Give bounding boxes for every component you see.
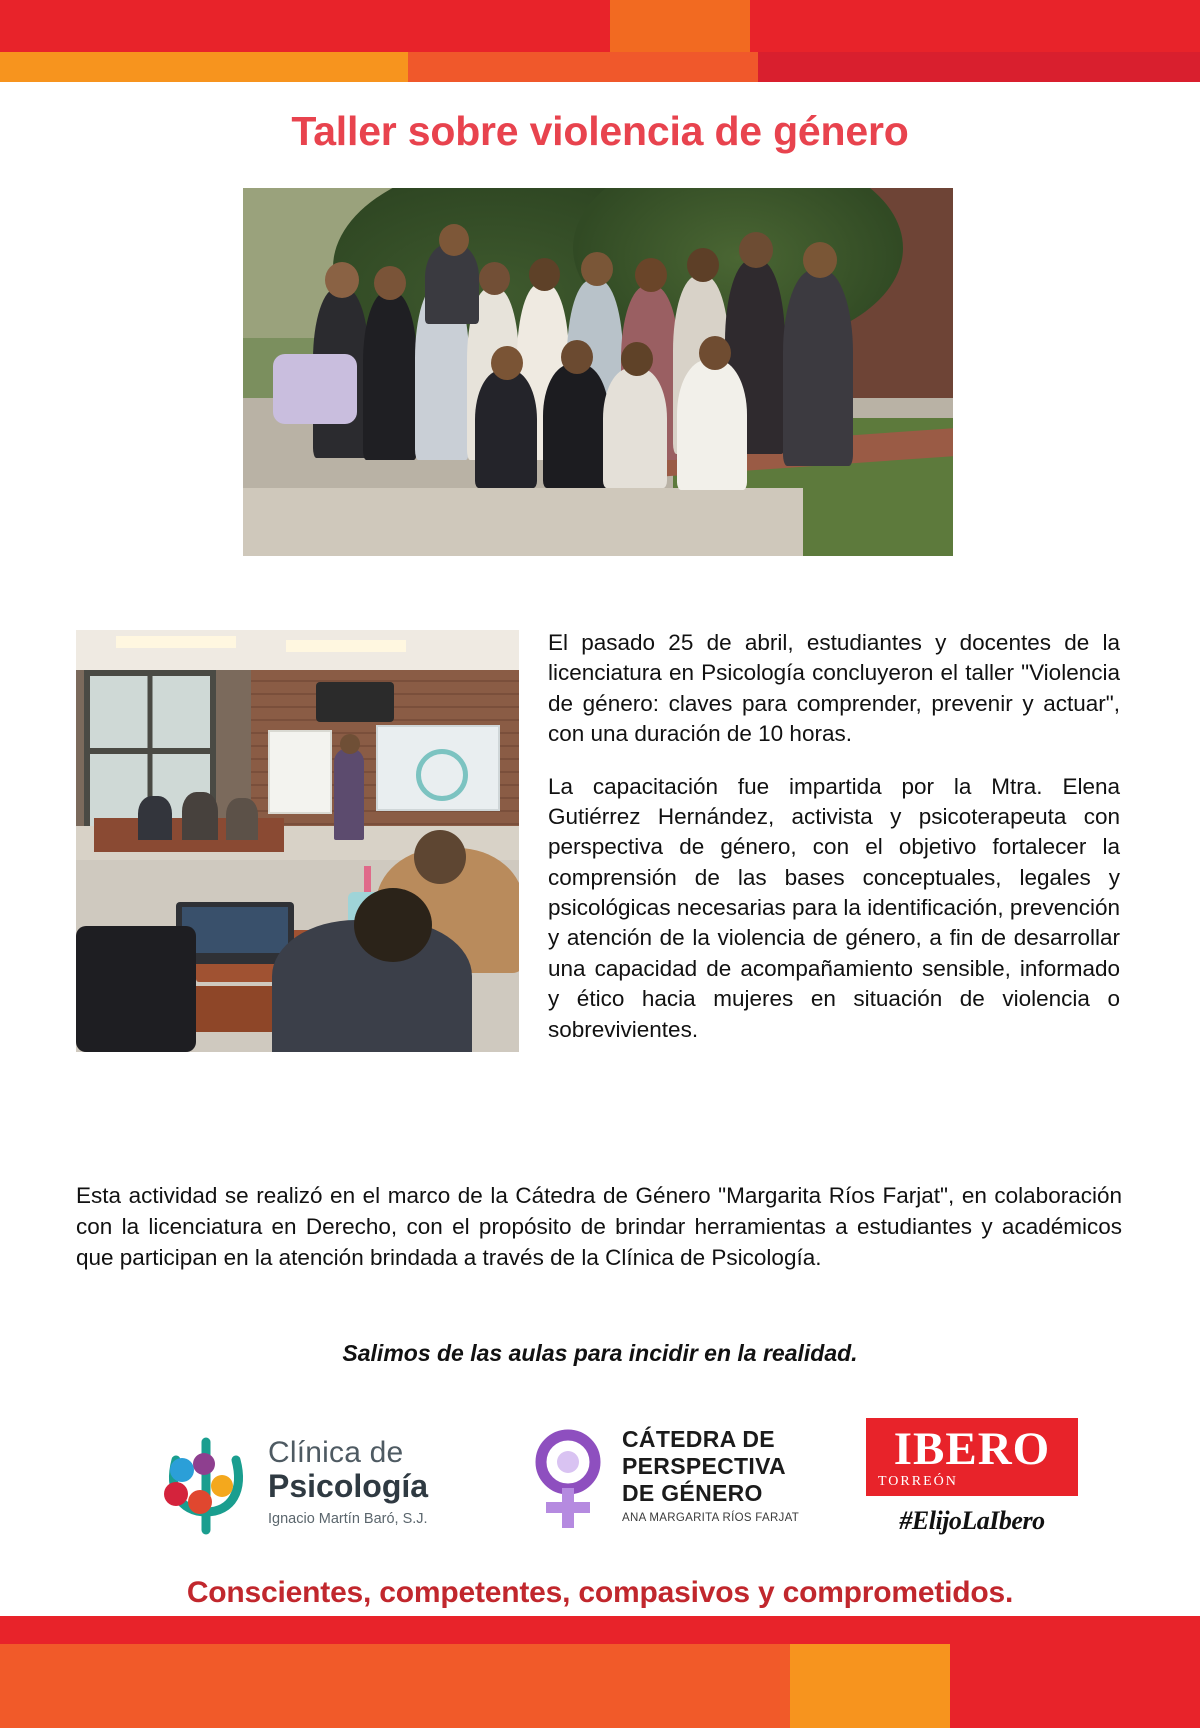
catedra-subtitle: ANA MARGARITA RÍOS FARJAT — [622, 1512, 800, 1525]
venus-symbol-icon — [524, 1428, 612, 1532]
psi-symbol-icon — [150, 1430, 262, 1542]
clinica-psicologia-logo — [150, 1422, 480, 1552]
paragraph-3: Esta actividad se realizó en el marco de la Cátedra de Género "Margarita Ríos Farjat", en colaboración con la licenciatura en Derecho, con el propósito de brindar herramientas a estudiantes y académicos que participan en la atención brindada a través de la Clínica de Psicología. — [76, 1183, 1122, 1271]
classroom-photo-scene — [76, 630, 519, 1052]
top-bar-dark-red — [750, 0, 1200, 52]
top-decorative-bars — [0, 0, 1200, 88]
person-figure — [543, 364, 609, 488]
tagline: Salimos de las aulas para incidir en la realidad. — [342, 1340, 858, 1366]
ceiling-light — [116, 636, 236, 648]
clinica-line-1: Clínica de — [268, 1436, 404, 1469]
seated-person — [182, 792, 218, 840]
bottom-bar-red-top — [0, 1616, 1200, 1644]
person-figure — [363, 292, 417, 460]
paragraph-1: El pasado 25 de abril, estudiantes y docentes de la licenciatura en Psicología concluyeron el taller "Violencia de género: claves para comprender, prevenir y actuar", con una duración de 10 horas. — [548, 630, 1120, 747]
clinica-line-3: Ignacio Martín Baró, S.J. — [268, 1511, 428, 1527]
photo-bag — [273, 354, 357, 424]
bottom-decorative-bars — [0, 1616, 1200, 1728]
ibero-hashtag: #ElijoLaIbero — [899, 1506, 1045, 1535]
catedra-logo-text — [622, 1426, 822, 1524]
projector — [316, 682, 394, 722]
seated-person — [226, 798, 258, 840]
ibero-wordmark — [866, 1418, 1078, 1496]
slide-diagram — [416, 749, 468, 801]
presenter-head — [340, 734, 360, 754]
ceiling-light — [286, 640, 406, 652]
person-figure — [603, 368, 667, 488]
page-title: Taller sobre violencia de género — [291, 108, 909, 154]
footer-slogan: Conscientes, competentes, compasivos y comprometidos. — [186, 1576, 1014, 1609]
catedra-line-1: CÁTEDRA DE — [622, 1426, 775, 1452]
ibero-logo — [866, 1418, 1096, 1553]
clinica-line-2: Psicología — [268, 1468, 429, 1504]
person-figure — [677, 360, 747, 490]
foreground-student-head — [354, 888, 432, 962]
person-head — [803, 242, 837, 278]
paragraph-2: La capacitación fue impartida por la Mtra. Elena Gutiérrez Hernández, activista y psicoterapeuta con perspectiva de género, con el objetivo fortalecer la comprensión de las bases conceptuales, legales y psicológicas necesarias para la identificación, prevención y atención de la violencia de género, a fin de desarrollar una capacidad de acompañamiento sensible, informado y ético hacia mujeres en situación de violencia o sobrevivientes. — [548, 773, 1120, 1042]
article-body-column — [548, 628, 1120, 1045]
person-head — [374, 266, 406, 300]
ibero-campus: TORREÓN — [878, 1474, 958, 1489]
top-bar-orange — [610, 0, 750, 52]
person-head — [439, 224, 469, 256]
group-photo — [243, 188, 953, 556]
bottom-bar-yellow — [790, 1644, 950, 1728]
person-head — [479, 262, 510, 295]
person-head — [635, 258, 667, 292]
office-chair — [76, 926, 196, 1052]
laptop-screen — [182, 907, 288, 953]
whiteboard — [268, 730, 332, 814]
second-bar-orange — [408, 52, 758, 82]
person-head — [621, 342, 653, 376]
photo-path — [243, 488, 803, 556]
person-head — [687, 248, 719, 282]
second-bar-yellow — [0, 52, 408, 82]
seated-person — [138, 796, 172, 840]
projection-screen — [376, 725, 500, 811]
person-figure — [783, 270, 853, 466]
bottom-bar-orange — [0, 1644, 790, 1728]
person-figure — [475, 370, 537, 488]
second-bar-crimson — [758, 52, 1200, 82]
ibero-word: IBERO — [893, 1423, 1051, 1475]
student-head — [414, 830, 466, 884]
classroom-photo — [76, 630, 519, 1052]
person-figure — [425, 244, 479, 324]
presenter-figure — [334, 748, 364, 840]
person-head — [699, 336, 731, 370]
clinica-logo-text — [268, 1436, 488, 1527]
logo-strip — [76, 1412, 1122, 1562]
catedra-genero-logo — [524, 1426, 824, 1551]
catedra-line-3: DE GÉNERO — [622, 1480, 763, 1507]
catedra-line-2: PERSPECTIVA — [622, 1453, 786, 1480]
person-head — [325, 262, 359, 298]
person-head — [739, 232, 773, 268]
group-photo-scene — [243, 188, 953, 556]
person-head — [561, 340, 593, 374]
person-head — [581, 252, 613, 286]
person-head — [491, 346, 523, 380]
bottom-bar-red-right — [950, 1644, 1200, 1728]
person-head — [529, 258, 560, 291]
